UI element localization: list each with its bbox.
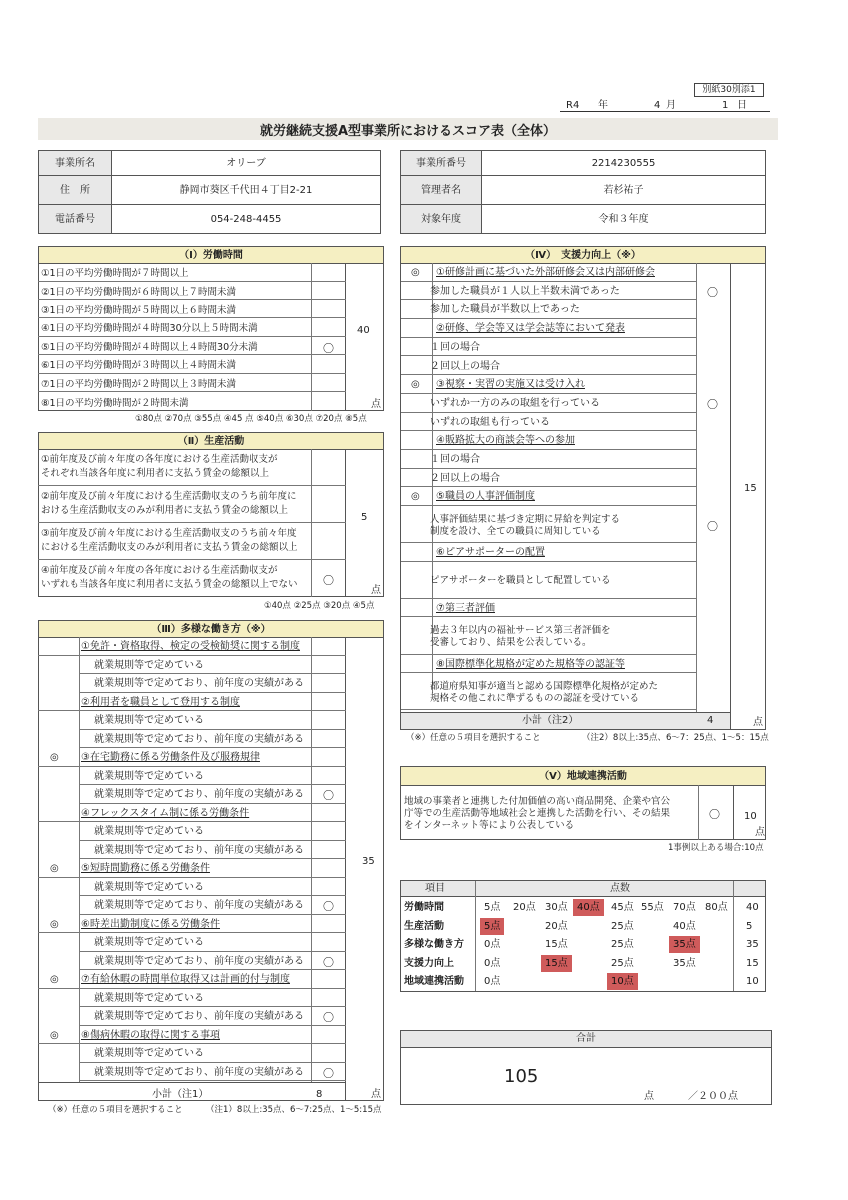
group-mark: ◎ — [411, 267, 420, 278]
group-title: ③視察・実習の実施又は受け入れ — [436, 379, 585, 391]
group-mark: ◎ — [50, 752, 59, 763]
option-label: 就業規則等で定めており、前年度の実績がある — [94, 733, 304, 745]
item-line: ④前年度及び前々年度の各年度における生産活動収支が — [41, 565, 278, 576]
desc-line: 過去３年以内の福祉サービス第三者評価を — [430, 625, 611, 636]
divider — [733, 881, 734, 991]
form-stamp: 別紙30別添1 — [694, 83, 764, 97]
summary-score: 40 — [746, 902, 759, 913]
summary-item-header: 項目 — [425, 883, 445, 894]
item-line: それぞれ当該各年度に利用者に支払う賃金の総額以上 — [41, 468, 270, 479]
group-title: ①研修計画に基づいた外部研修会又は内部研修会 — [436, 267, 655, 278]
item-line: ③前年度及び前々年度における生産活動収支のうち前々年度 — [41, 528, 297, 539]
group-title: ③在宅勤務に係る労働条件及び服務規律 — [81, 752, 260, 763]
date-month-unit: 月 — [666, 100, 676, 111]
page-title: 就労継続支援A型事業所におけるスコア表（全体） — [38, 118, 778, 140]
label-phone: 電話番号 — [38, 204, 112, 234]
list-item — [38, 263, 346, 282]
group-mark: ◎ — [50, 918, 59, 930]
item-label: ③1日の平均労働時間が５時間以上６時間未満 — [41, 304, 237, 316]
subtotal-label: 小計（注1） — [152, 1089, 209, 1100]
group-title: ④販路拡大の商談会等への参加 — [436, 435, 575, 447]
points-cell: 30点 — [545, 902, 568, 913]
option-label: 就業規則等で定めている — [94, 659, 204, 671]
desc-line: 庁等での生産活動等地域社会と連携した活動を行い、その結果 — [404, 808, 671, 819]
date-year-unit: 年 — [598, 100, 608, 111]
selected-check: 〇 — [323, 342, 334, 355]
select-note: （※）任意の５項目を選択すること — [48, 1105, 183, 1115]
total-label: 合計 — [576, 1033, 596, 1044]
points-note: （注1）8以上:35点、6～7:25点、1～5:15点 — [206, 1105, 382, 1115]
list-item — [38, 282, 346, 300]
item-line: いずれも当該各年度に利用者に支払う賃金の総額以上でない — [41, 579, 298, 590]
group-mark: ◎ — [411, 491, 420, 503]
option-label: 就業規則等で定めており、前年度の実績がある — [94, 955, 304, 967]
summary-score: 5 — [746, 920, 753, 932]
points-cell: 0点 — [484, 957, 501, 969]
group-title: ⑥時差出勤制度に係る労働条件 — [81, 918, 220, 930]
section-title: （Ⅰ）労働時間 — [38, 246, 384, 264]
date-day: 1 — [722, 100, 729, 111]
section-title: （Ⅴ）地域連携活動 — [400, 766, 766, 786]
value-office-number: 2214230555 — [481, 150, 766, 176]
option-label: 就業規則等で定めている — [94, 1048, 204, 1059]
score-unit: 点 — [371, 585, 381, 596]
section-title: （Ⅳ） 支援力向上（※） — [400, 246, 766, 264]
group-title: ⑥ピアサポーターの配置 — [436, 547, 545, 559]
section-score: 35 — [362, 856, 375, 867]
selected-check: 〇 — [707, 520, 718, 534]
score-unit: 点 — [755, 827, 765, 838]
option-label: いずれか一方のみの取組を行っている — [430, 397, 600, 409]
item-label: ⑥1日の平均労働時間が３時間以上４時間未満 — [41, 360, 237, 371]
selected-check: 〇 — [709, 808, 720, 821]
points-cell: 35点 — [673, 957, 696, 969]
desc-line: 人事評価結果に基づき定期に昇給を判定する — [430, 513, 621, 525]
option-label: 就業規則等で定めている — [94, 937, 204, 948]
item-line: おける生産活動収支のみが利用者に支払う賃金の総額以上 — [41, 505, 289, 516]
option-label: 就業規則等で定めている — [94, 826, 204, 837]
points-note: ①40点 ②25点 ③20点 ④5点 — [264, 601, 375, 611]
score-unit: 点 — [753, 717, 763, 728]
option-label: １回の場合 — [430, 454, 480, 465]
points-note: ①80点 ②70点 ③55点 ④45 点 ⑤40点 ⑥30点 ⑦20点 ⑧5点 — [135, 414, 367, 424]
desc-line: をインターネット等により公表している — [404, 820, 575, 831]
group-mark: ◎ — [411, 379, 420, 391]
summary-score: 35 — [746, 939, 759, 950]
selected-check: 〇 — [707, 285, 718, 299]
selected-check: 〇 — [323, 955, 334, 969]
score-unit: 点 — [371, 399, 381, 410]
option-label: 就業規則等で定めている — [94, 992, 204, 1004]
list-item — [38, 523, 346, 560]
selected-check: 〇 — [323, 574, 334, 587]
points-cell: 5点 — [484, 902, 501, 913]
selected-check: 〇 — [323, 789, 334, 802]
summary-row-label: 生産活動 — [404, 920, 444, 932]
summary-row-label: 労働時間 — [404, 902, 444, 913]
total-max: ／２００点 — [688, 1091, 738, 1102]
points-cell: 45点 — [611, 902, 634, 913]
option-label: ２回以上の場合 — [430, 360, 500, 372]
group-title: ②利用者を職員として登用する制度 — [81, 696, 240, 708]
list-item — [38, 318, 346, 337]
group-mark: ◎ — [50, 974, 59, 985]
points-note: （注2）8以上:35点、6～7：25点、1～5：15点 — [582, 733, 769, 743]
section-score: 15 — [744, 483, 757, 494]
selected-points-cell: 35点 — [669, 936, 700, 953]
section-score: 5 — [361, 512, 368, 523]
option-label: ２回以上の場合 — [430, 472, 500, 484]
item-label: ①1日の平均労働時間が７時間以上 — [41, 268, 189, 279]
value-phone: 054-248-4455 — [111, 204, 381, 234]
summary-row-label: 地域連携活動 — [404, 976, 464, 987]
points-cell: 25点 — [611, 939, 634, 950]
divider — [475, 881, 476, 991]
option-label: いずれの取組も行っている — [430, 416, 550, 428]
group-mark: ◎ — [50, 1029, 59, 1041]
points-cell: 25点 — [611, 920, 634, 932]
group-title: ⑤職員の人事評価制度 — [436, 491, 535, 503]
section-score: 40 — [357, 325, 370, 336]
list-item — [38, 300, 346, 318]
group-title: ⑧傷病休暇の取得に関する事項 — [81, 1029, 220, 1041]
points-cell: 0点 — [484, 939, 501, 950]
points-note: 1事例以上ある場合:10点 — [668, 843, 764, 853]
selected-check: 〇 — [707, 397, 718, 411]
selected-points-cell: 15点 — [541, 955, 572, 972]
label-office-number: 事業所番号 — [400, 150, 482, 176]
value-address: 静岡市葵区千代田４丁目2-21 — [111, 175, 381, 205]
group-title: ①免許・資格取得、検定の受検勧奨に関する制度 — [81, 641, 300, 652]
desc-line: 地域の事業者と連携した付加価値の高い商品開発、企業や官公 — [404, 796, 671, 807]
points-cell: 15点 — [545, 939, 568, 950]
selected-check: 〇 — [323, 900, 334, 913]
community-desc — [404, 796, 670, 832]
list-item — [38, 449, 346, 486]
group-title: ⑦有給休暇の時間単位取得又は計画的付与制度 — [81, 974, 290, 985]
item-line: における生産活動収支のみが利用者に支払う賃金の総額以上 — [41, 542, 298, 553]
points-cell: 0点 — [484, 976, 501, 987]
list-item — [38, 392, 346, 411]
item-label: ②1日の平均労働時間が６時間以上７時間未満 — [41, 286, 237, 298]
label-manager: 管理者名 — [400, 175, 482, 205]
value-office-name: オリーブ — [111, 150, 381, 176]
points-cell: 20点 — [545, 920, 568, 932]
group-title: ⑦第三者評価 — [436, 602, 495, 614]
list-item — [38, 374, 346, 392]
option-label: 就業規則等で定めている — [94, 770, 204, 782]
date-day-unit: 日 — [737, 100, 747, 111]
value-manager: 若杉祐子 — [481, 175, 766, 205]
section-title: （Ⅱ）生産活動 — [38, 432, 384, 450]
option-label: 就業規則等で定めている — [94, 881, 204, 893]
desc-line: 制度を設け、全ての職員に周知している — [430, 525, 601, 537]
summary-score: 15 — [746, 957, 759, 969]
date-year: R4 — [566, 100, 580, 111]
item-label: ⑤1日の平均労働時間が４時間以上４時間30分未満 — [41, 341, 258, 353]
summary-points-header: 点数 — [610, 883, 630, 894]
option-label: １回の場合 — [430, 341, 480, 353]
desc-line: 規格その他これに準ずるものの認証を受けている — [430, 692, 640, 704]
desc-line: ピアサポーターを職員として配置している — [430, 575, 611, 587]
option-label: 参加した職員が半数以上であった — [430, 304, 580, 316]
list-item — [38, 560, 346, 597]
points-cell: 55点 — [641, 902, 664, 913]
score-unit: 点 — [371, 1089, 381, 1100]
points-cell: 80点 — [705, 902, 728, 913]
subtotal-value: 8 — [316, 1089, 323, 1100]
selected-check: 〇 — [323, 1066, 334, 1080]
item-label: ⑦1日の平均労働時間が２時間以上３時間未満 — [41, 378, 237, 390]
selected-points-cell: 5点 — [480, 918, 504, 935]
selected-points-cell: 40点 — [573, 899, 604, 916]
item-label: ⑧1日の平均労働時間が２時間未満 — [41, 397, 189, 409]
section-score: 10 — [744, 811, 757, 822]
points-cell: 40点 — [673, 920, 696, 932]
option-label: 就業規則等で定めており、前年度の実績がある — [94, 900, 304, 911]
option-label: 就業規則等で定めている — [94, 715, 204, 726]
divider — [698, 785, 699, 840]
value-target-year: 令和３年度 — [481, 204, 766, 234]
item-line: ①前年度及び前々年度の各年度における生産活動収支が — [41, 454, 278, 465]
selected-points-cell: 10点 — [607, 973, 638, 990]
section-title: （Ⅲ）多様な働き方（※） — [38, 620, 384, 638]
summary-score: 10 — [746, 976, 759, 987]
total-unit: 点 — [644, 1091, 654, 1102]
desc-line: 都道府県知事が適当と認める国際標準化規格が定めた — [430, 680, 659, 692]
points-cell: 25点 — [611, 957, 634, 969]
option-label: 参加した職員が１人以上半数未満であった — [430, 285, 620, 297]
option-label: 就業規則等で定めており、前年度の実績がある — [94, 844, 304, 856]
item-line: ②前年度及び前々年度における生産活動収支のうち前年度に — [41, 491, 297, 502]
option-label: 就業規則等で定めており、前年度の実績がある — [94, 1011, 304, 1022]
label-office-name: 事業所名 — [38, 150, 112, 176]
summary-header — [401, 881, 765, 897]
total-value: 105 — [504, 1066, 539, 1087]
item-label: ④1日の平均労働時間が４時間30分以上５時間未満 — [41, 323, 258, 334]
divider — [733, 785, 734, 840]
label-address: 住 所 — [38, 175, 112, 205]
points-cell: 20点 — [513, 902, 536, 913]
date-month: 4 — [654, 100, 661, 111]
group-title: ②研修、学会等又は学会誌等において発表 — [436, 323, 625, 335]
subtotal-value: 4 — [707, 715, 714, 726]
group-mark: ◎ — [50, 863, 59, 874]
divider — [38, 1082, 346, 1083]
subtotal-label: 小計（注2） — [522, 715, 579, 726]
selected-check: 〇 — [323, 1011, 334, 1024]
list-item — [38, 337, 346, 355]
group-title: ⑤短時間勤務に係る労働条件 — [81, 863, 210, 874]
option-label: 就業規則等で定めており、前年度の実績がある — [94, 1066, 304, 1078]
list-item — [38, 486, 346, 523]
desc-line: 受審しており、結果を公表している。 — [430, 637, 592, 648]
label-target-year: 対象年度 — [400, 204, 482, 234]
summary-row-label: 多様な働き方 — [404, 939, 464, 950]
option-label: 就業規則等で定めており、前年度の実績がある — [94, 789, 304, 800]
group-title: ⑧国際標準化規格が定めた規格等の認証等 — [436, 658, 625, 670]
list-item — [38, 355, 346, 374]
select-note: （※）任意の５項目を選択すること — [406, 733, 541, 743]
summary-row-label: 支援力向上 — [404, 957, 454, 969]
divider — [730, 263, 731, 730]
group-title: ④フレックスタイム制に係る労働条件 — [81, 807, 250, 819]
option-label: 就業規則等で定めており、前年度の実績がある — [94, 678, 304, 689]
points-cell: 70点 — [673, 902, 696, 913]
